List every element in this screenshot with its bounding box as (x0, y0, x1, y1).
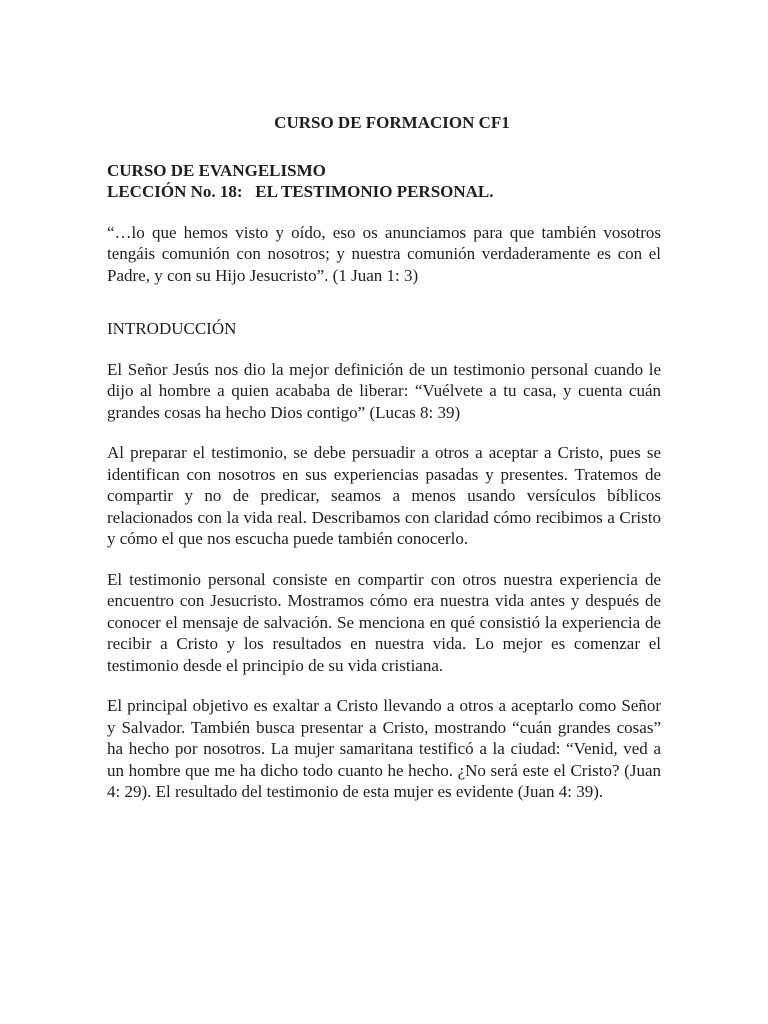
paragraph: El Señor Jesús nos dio la mejor definición de un testimonio personal cuando le dijo al hombre a quien acababa de liberar: “Vuélvete a tu casa, y cuenta cuán grandes cosas ha hecho Dios contigo” (Lucas 8: 39) (107, 359, 661, 422)
document-page (107, 112, 661, 803)
paragraph: El testimonio personal consiste en compartir con otros nuestra experiencia de encuentro con Jesucristo. Mostramos cómo era nuestra vida antes y después de conocer el mensaje de salvación. Se menciona en qué consistió la experiencia de recibir a Cristo y los resultados en nuestra vida. Lo mejor es comenzar el testimonio desde el principio de su vida cristiana. (107, 569, 661, 675)
lesson-title: LECCIÓN No. 18: EL TESTIMONIO PERSONAL. (107, 182, 494, 201)
epigraph-quote: “…lo que hemos visto y oído, eso os anunciamos para que también vosotros tengáis comunión con nosotros; y nuestra comunión verdaderamente es con el Padre, y con su Hijo Jesucristo”. (1 Juan 1: 3) (107, 222, 661, 285)
paragraph: El principal objetivo es exaltar a Cristo llevando a otros a aceptarlo como Señor y Salvador. También busca presentar a Cristo, mostrando “cuán grandes cosas” ha hecho por nosotros. La mujer samaritana testificó a la ciudad: “Venid, ved a un hombre que me ha dicho todo cuanto he hecho. ¿No será este el Cristo? (Juan 4: 29). El resultado del testimonio de esta mujer es evidente (Juan 4: 39). (107, 696, 661, 801)
document-title: CURSO DE FORMACION CF1 (274, 113, 510, 132)
paragraph: Al preparar el testimonio, se debe persuadir a otros a aceptar a Cristo, pues se identifican con nosotros en sus experiencias pasadas y presentes. Tratemos de compartir y no de predicar, seamos a menos usando versículos bíblicos relacionados con la vida real. Describamos con claridad cómo recibimos a Cristo y cómo el que nos escucha puede también conocerlo. (107, 443, 661, 548)
course-name: CURSO DE EVANGELISMO (107, 160, 326, 180)
course-header (107, 160, 661, 203)
section-heading: INTRODUCCIÓN (107, 319, 237, 338)
